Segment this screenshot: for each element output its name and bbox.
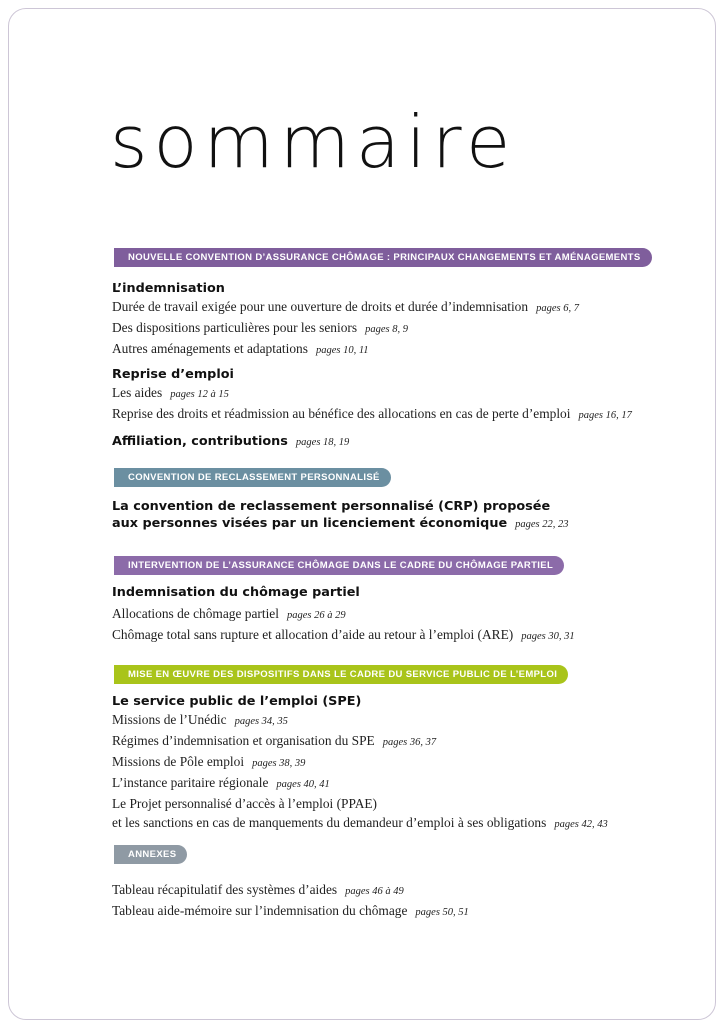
toc-entry-text: Le Projet personnalisé d’accès à l’emploi (PPAE) [112, 796, 378, 811]
section-heading: L’indemnisation [112, 281, 225, 296]
toc-entry-pages: pages 46 à 49 [345, 886, 404, 897]
section-heading: La convention de reclassement personnalisé (CRP) proposée [112, 499, 551, 514]
toc-entry-pages: pages 16, 17 [578, 410, 632, 421]
toc-entry-text: et les sanctions en cas de manquements du demandeur d’emploi à ses obligations [112, 815, 547, 830]
section-annexes [112, 844, 612, 922]
toc-entry[interactable] [112, 880, 612, 901]
section-heading: aux personnes visées par un licenciement économique [112, 516, 508, 531]
section-heading: Le service public de l’emploi (SPE) [112, 694, 362, 709]
toc-entry-pages: pages 42, 43 [554, 819, 608, 830]
toc-entry[interactable] [112, 813, 612, 834]
toc-entry[interactable] [112, 515, 612, 533]
toc-entry-pages: pages 50, 51 [415, 907, 469, 918]
table-of-contents [112, 247, 641, 922]
toc-entry-text: Allocations de chômage partiel [112, 606, 279, 621]
section-band: NOUVELLE CONVENTION D’ASSURANCE CHÔMAGE : PRINCIPAUX CHANGEMENTS ET AMÉNAGEMENTS [114, 248, 652, 267]
toc-entry[interactable] [112, 625, 612, 646]
section-band: ANNEXES [114, 845, 187, 864]
page-title: sommaire [110, 100, 517, 184]
toc-entry-pages: pages 40, 41 [276, 779, 330, 790]
toc-entry[interactable] [112, 604, 612, 625]
section-heading: Indemnisation du chômage partiel [112, 585, 360, 600]
toc-entry[interactable] [112, 339, 612, 360]
toc-entry-pages: pages 18, 19 [295, 437, 350, 448]
toc-entry-text: Les aides [112, 385, 163, 400]
section-service-public [112, 664, 612, 834]
section-chomage-partiel [112, 555, 612, 646]
toc-entry-pages: pages 34, 35 [234, 716, 288, 727]
toc-entry[interactable] [112, 433, 612, 451]
toc-entry-pages: pages 30, 31 [521, 631, 575, 642]
toc-entry-text: Durée de travail exigée pour une ouverture de droits et durée d’indemnisation [112, 299, 529, 314]
section-band: CONVENTION DE RECLASSEMENT PERSONNALISÉ [114, 468, 391, 487]
toc-entry-text: Régimes d’indemnisation et organisation du SPE [112, 733, 375, 748]
toc-entry-pages: pages 10, 11 [315, 345, 369, 356]
toc-entry[interactable] [112, 794, 612, 813]
toc-entry-pages: pages 36, 37 [382, 737, 437, 748]
toc-entry-pages: pages 22, 23 [515, 519, 569, 530]
toc-entry-pages: pages 8, 9 [365, 324, 408, 335]
toc-entry-text: Missions de l’Unédic [112, 712, 227, 727]
toc-entry-pages: pages 26 à 29 [286, 610, 346, 621]
section-assurance-chomage [112, 247, 641, 451]
toc-entry-text: Des dispositions particulières pour les seniors [112, 320, 358, 335]
toc-entry[interactable] [112, 773, 612, 794]
toc-entry-text: Missions de Pôle emploi [112, 754, 245, 769]
section-heading: Affiliation, contributions [112, 434, 288, 449]
toc-entry-text: Tableau aide-mémoire sur l’indemnisation du chômage [112, 903, 408, 918]
section-crp [112, 467, 612, 533]
section-band: MISE EN ŒUVRE DES DISPOSITIFS DANS LE CADRE DU SERVICE PUBLIC DE L’EMPLOI [114, 665, 568, 684]
toc-entry-text: Tableau récapitulatif des systèmes d’aides [112, 882, 338, 897]
toc-entry[interactable] [112, 318, 612, 339]
section-band: INTERVENTION DE L’ASSURANCE CHÔMAGE DANS LE CADRE DU CHÔMAGE PARTIEL [114, 556, 564, 575]
toc-entry-text: Reprise des droits et réadmission au bénéfice des allocations en cas de perte d’emploi [112, 406, 571, 421]
toc-entry-pages: pages 38, 39 [252, 758, 306, 769]
toc-entry-pages: pages 12 à 15 [170, 389, 229, 400]
toc-entry[interactable] [112, 297, 612, 318]
toc-entry-text: Chômage total sans rupture et allocation d’aide au retour à l’emploi (ARE) [112, 627, 514, 642]
toc-entry-text: Autres aménagements et adaptations [112, 341, 308, 356]
toc-entry[interactable] [112, 731, 612, 752]
toc-entry-text: L’instance paritaire régionale [112, 775, 269, 790]
toc-entry[interactable] [112, 752, 612, 773]
toc-entry[interactable] [112, 404, 632, 425]
toc-entry[interactable] [112, 901, 612, 922]
toc-entry[interactable] [112, 710, 612, 731]
toc-entry-pages: pages 6, 7 [536, 303, 579, 314]
toc-entry[interactable] [112, 383, 612, 404]
section-heading: Reprise d’emploi [112, 367, 234, 382]
